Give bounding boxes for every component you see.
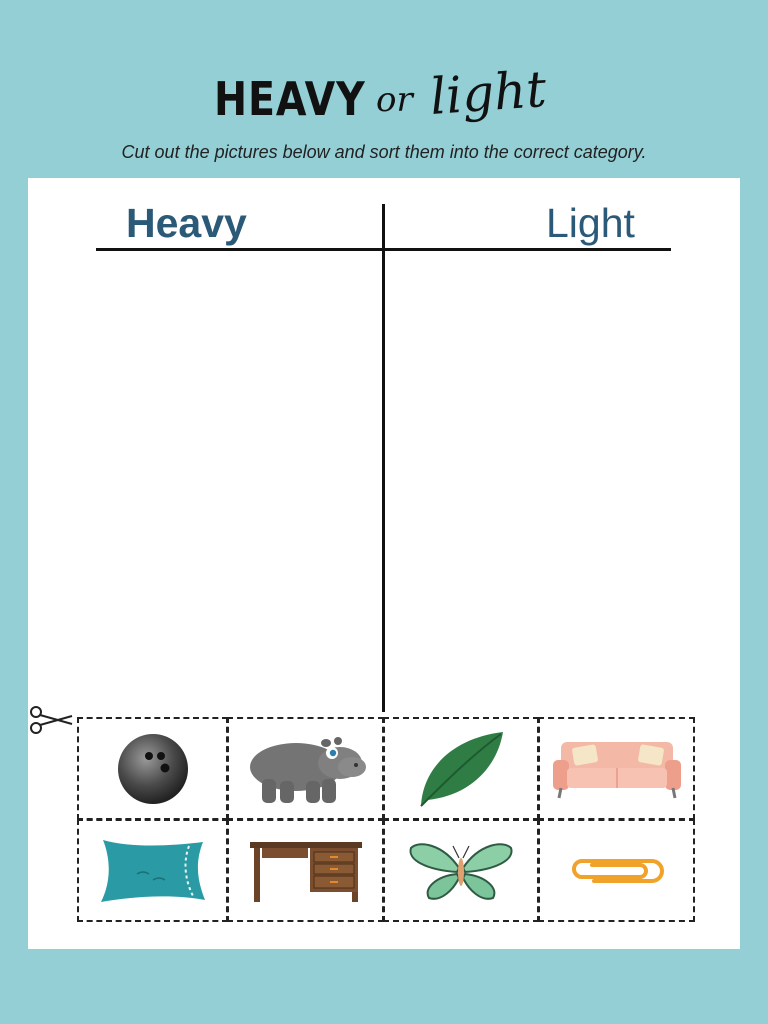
butterfly-icon	[407, 840, 515, 902]
cutout-card[interactable]	[383, 819, 539, 922]
light-heading: Light	[546, 200, 635, 246]
cutout-card[interactable]	[227, 717, 384, 820]
cutout-card[interactable]	[77, 717, 228, 820]
title-or: or	[376, 80, 413, 120]
pillow-icon	[97, 836, 209, 906]
scissors-icon	[28, 704, 74, 736]
cutout-card[interactable]	[538, 717, 695, 820]
couch-icon	[551, 738, 683, 800]
cutout-card[interactable]	[77, 819, 228, 922]
worksheet-title	[0, 62, 768, 142]
column-divider	[382, 204, 385, 712]
cutout-card[interactable]	[227, 819, 384, 922]
paperclip-icon	[568, 851, 666, 891]
cutout-card[interactable]	[538, 819, 695, 922]
desk-icon	[248, 838, 364, 904]
cutout-grid	[78, 718, 695, 922]
sorting-sheet	[28, 178, 740, 949]
bowling-ball-icon	[113, 729, 193, 809]
hippo-icon	[244, 731, 368, 807]
title-heavy: HEAVY	[214, 72, 366, 126]
cutout-card[interactable]	[383, 717, 539, 820]
leaf-icon	[413, 728, 509, 810]
instructions: Cut out the pictures below and sort them into the correct category.	[121, 142, 647, 162]
heavy-heading: Heavy	[126, 200, 247, 246]
title-light: light	[428, 60, 549, 126]
